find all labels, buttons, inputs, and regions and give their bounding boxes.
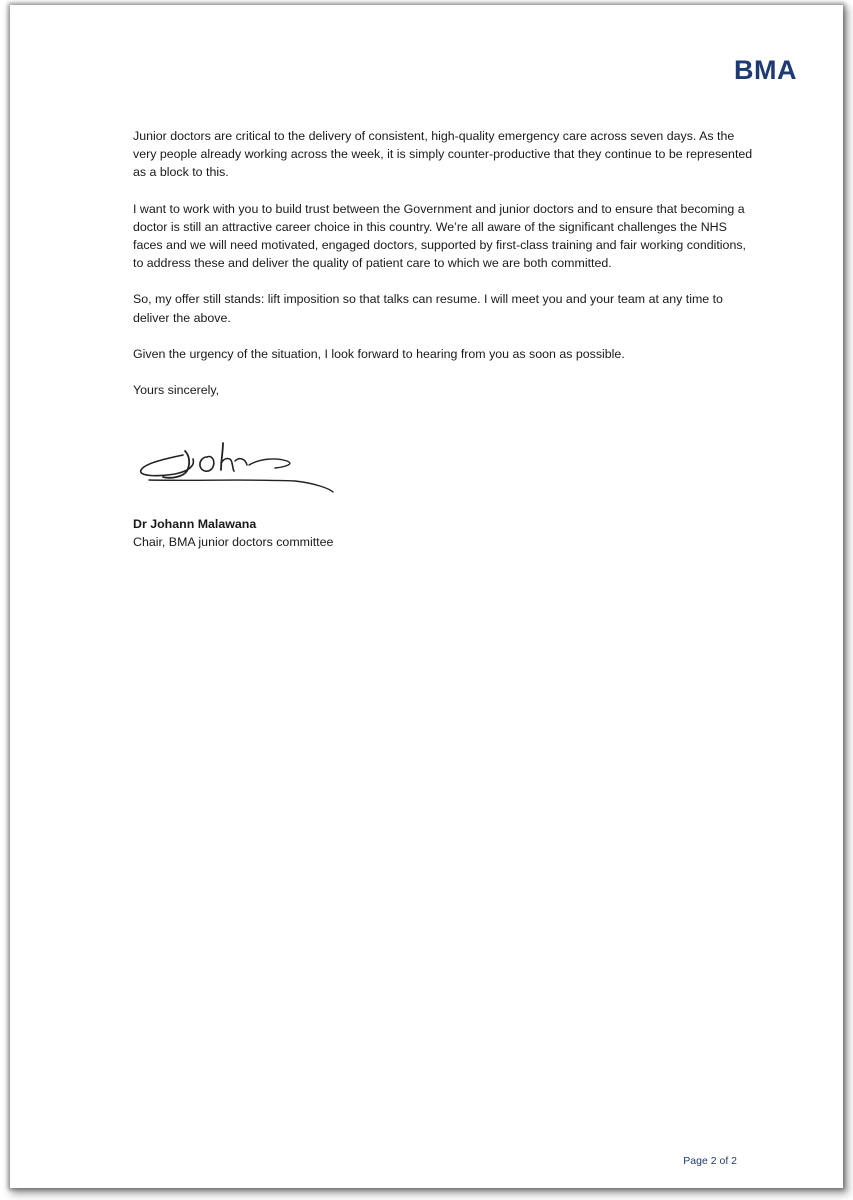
- paragraph-1: Junior doctors are critical to the delivery of consistent, high-quality emergency care across seven days. As the very people already working across the week, it is simply counter-productive that they continue to be represented as a block to this.: [133, 129, 753, 180]
- paragraph-3: So, my offer still stands: lift imposition so that talks can resume. I will meet you and your team at any time to deliver the above.: [133, 292, 723, 325]
- closing-salutation: Yours sincerely,: [133, 383, 220, 398]
- paragraph-2: I want to work with you to build trust between the Government and junior doctors and to ensure that becoming a doctor is still an attractive career choice in this country. We’re all aware of the significant challenges the NHS faces and we will need motivated, engaged doctors, supported by first-class training and fair working conditions, to address these and deliver the quality of patient care to which we are both committed.: [133, 201, 746, 271]
- bma-logo: BMA: [734, 55, 797, 85]
- letter-body: [133, 127, 753, 417]
- handwritten-signature: [135, 437, 335, 499]
- page-number: Page 2 of 2: [683, 1155, 737, 1167]
- signer-block: [133, 515, 333, 551]
- signer-name: Dr Johann Malawana: [133, 517, 257, 531]
- letter-page: [10, 5, 843, 1188]
- signer-title: Chair, BMA junior doctors committee: [133, 535, 334, 550]
- paragraph-4: Given the urgency of the situation, I look forward to hearing from you as soon as possible.: [133, 346, 625, 361]
